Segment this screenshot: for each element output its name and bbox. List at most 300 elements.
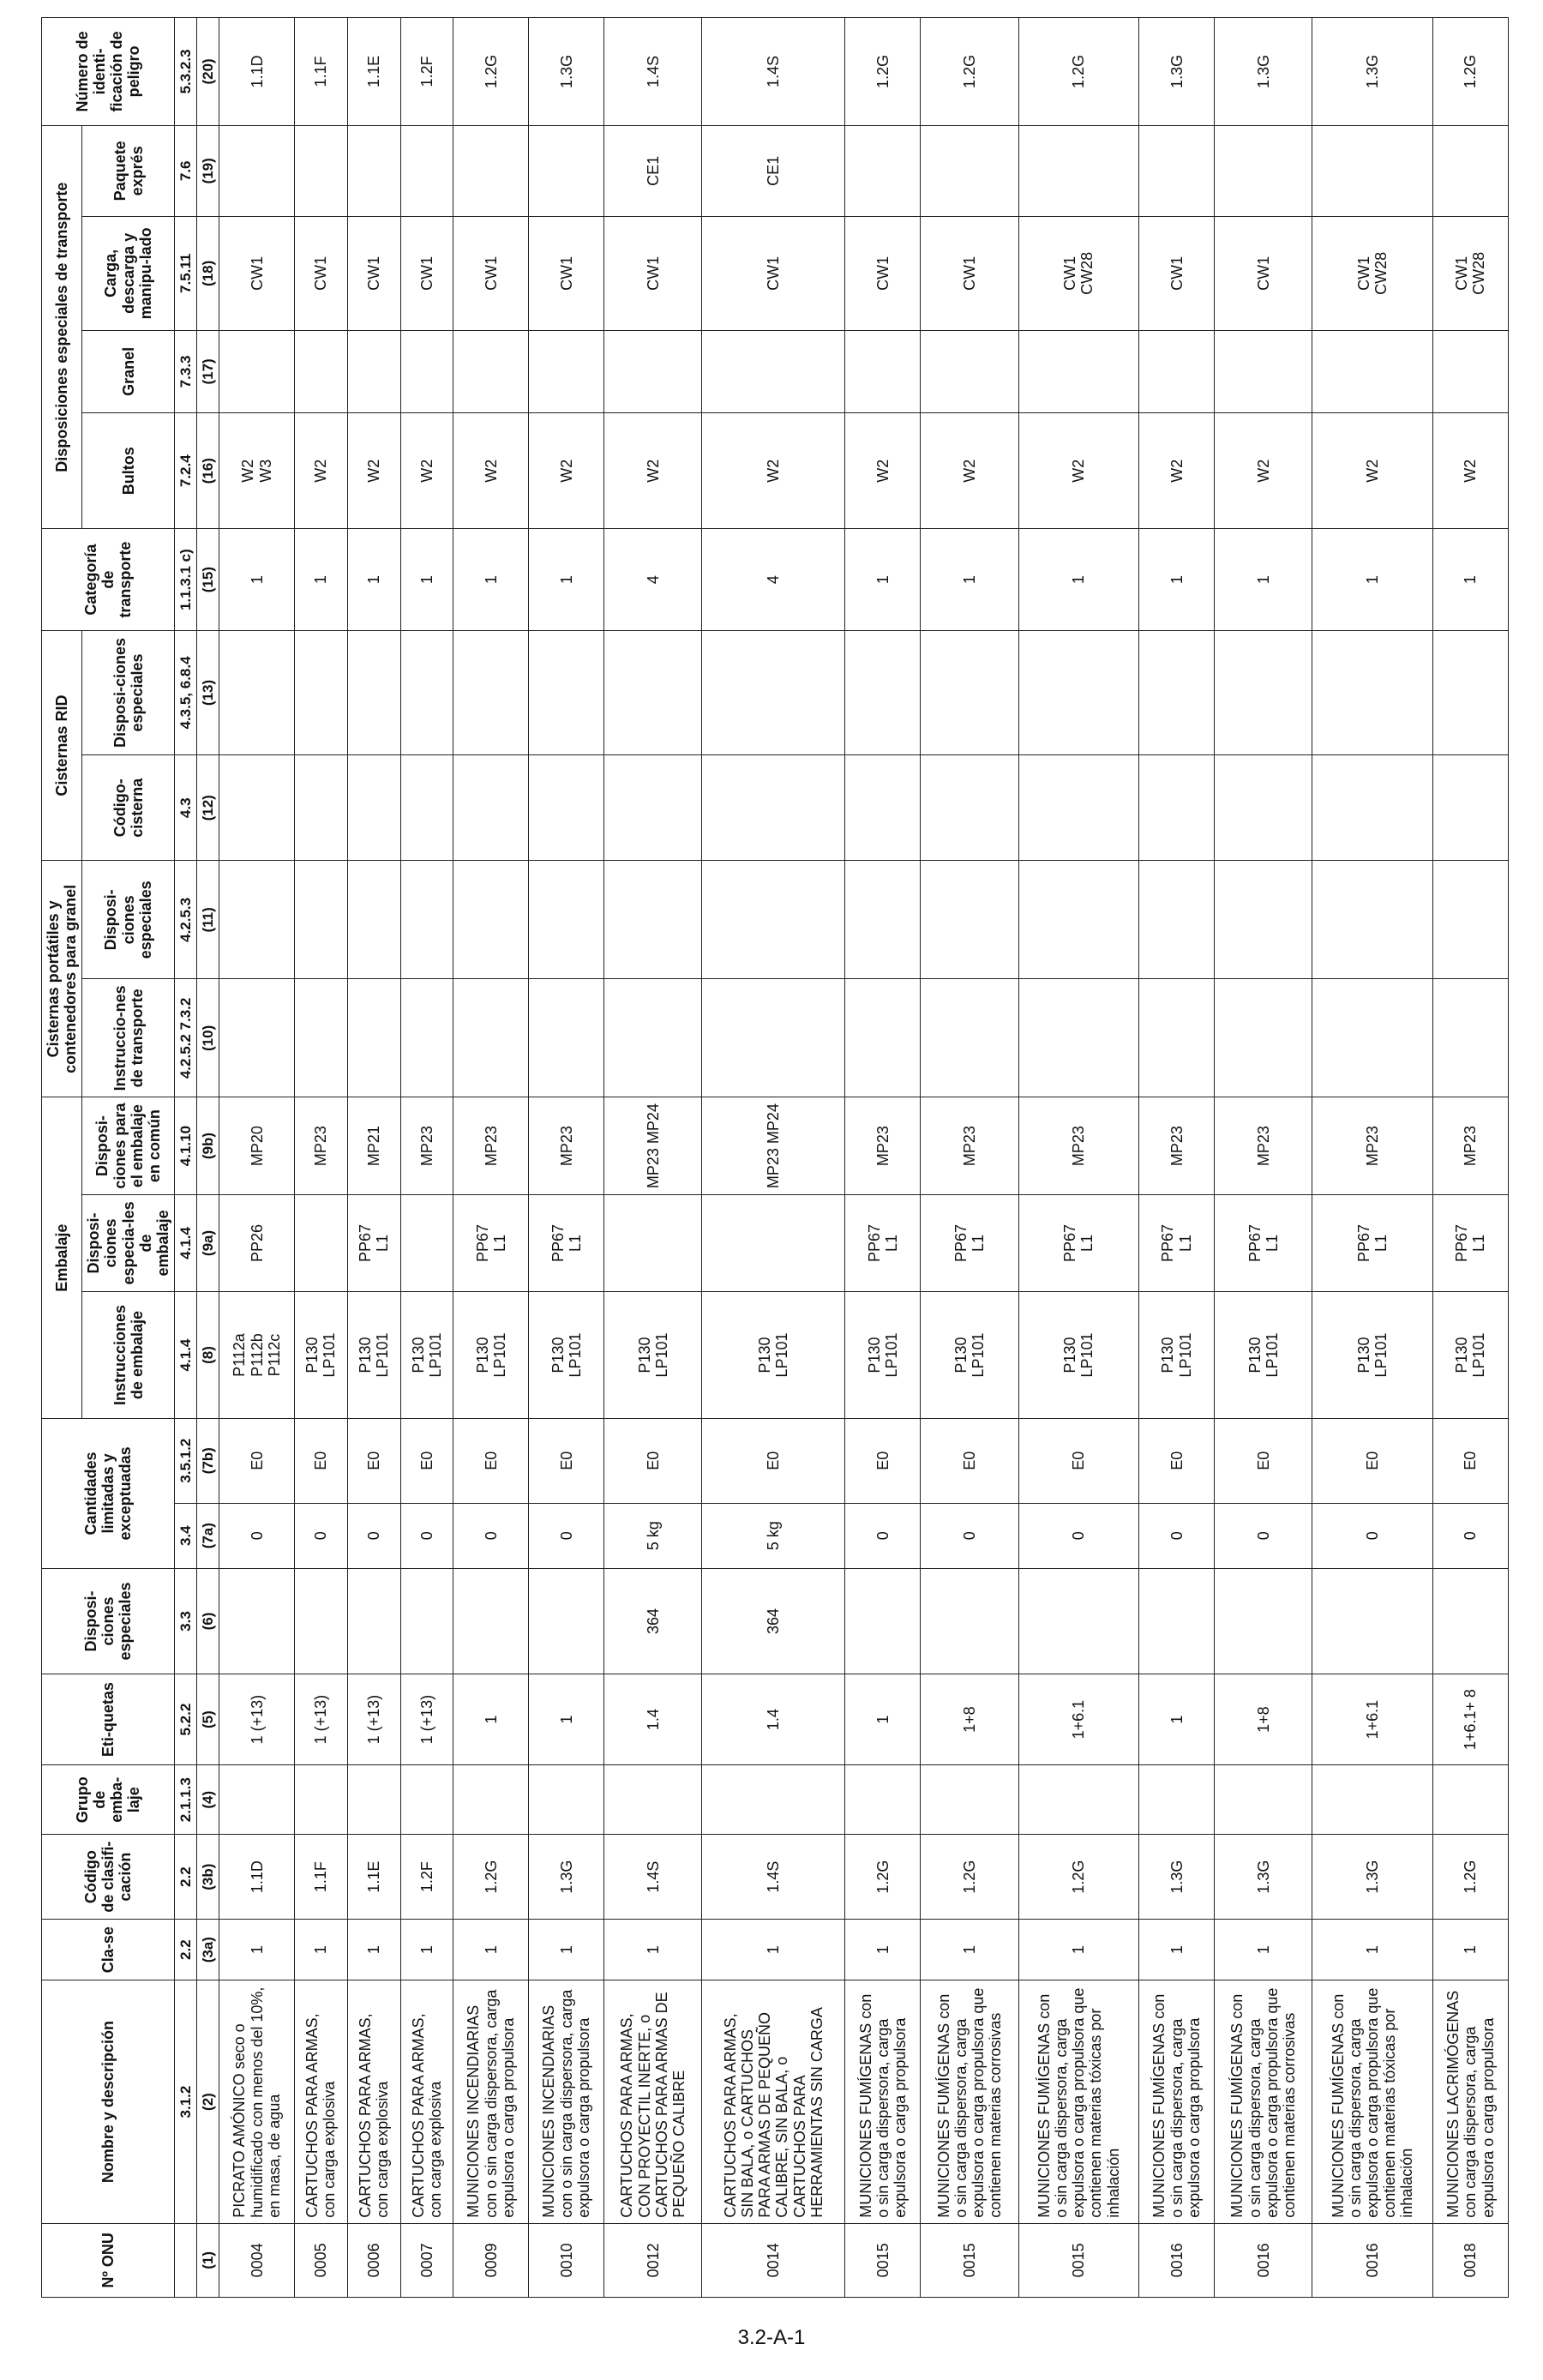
cell-special-packing (1312, 1194, 1433, 1291)
cell-hazard-id: 1.2G (1432, 18, 1508, 126)
cell-express (453, 125, 529, 216)
cell-packing-instructions (1215, 1292, 1312, 1419)
cell-class: 1 (845, 1919, 921, 1980)
cell-mixed-packing: MP23 MP24 (702, 1097, 845, 1194)
cell-line: P112b (248, 1333, 266, 1377)
cell-line: W2 (765, 459, 783, 483)
cell-line: W2 (1462, 459, 1480, 483)
cell-line: PP67 (473, 1223, 491, 1262)
cell-tank-special (845, 861, 921, 979)
cell-line: CW1 (960, 255, 978, 291)
cell-class: 1 (1432, 1919, 1508, 1980)
cell-transport-category: 1 (921, 529, 1018, 630)
cell-line: CW28 (1078, 251, 1096, 295)
cell-packing-group (529, 1765, 604, 1835)
cell-special-provisions (1215, 1568, 1312, 1674)
cell-tank-code (453, 755, 529, 861)
cell-tank-code (1018, 755, 1139, 861)
cell-excepted-qty: E0 (400, 1418, 453, 1503)
cell-special-provisions (1432, 1568, 1508, 1674)
cell-line: CW1 (248, 255, 266, 291)
cell-line: P130 (1354, 1337, 1372, 1373)
cell-classification: 1.1D (219, 1835, 295, 1920)
cell-line: PP26 (248, 1223, 266, 1262)
cell-limited-qty: 0 (400, 1503, 453, 1568)
cell-express (1312, 125, 1433, 216)
group-special-transport: Disposiciones especiales de transporte (42, 125, 82, 529)
cell-packing-instructions (453, 1292, 529, 1419)
cell-line: PP67 (1061, 1223, 1079, 1262)
cell-name: MUNICIONES FUMÍGENAS con o sin carga dispersora, carga expulsora o carga propulsora que contienen materias tóxicas por inhalación (1312, 1980, 1433, 2223)
cell-line: CW28 (1372, 251, 1390, 295)
cell-line: LP101 (490, 1332, 508, 1378)
rotated-table-container (41, 17, 1509, 2298)
cell-name: MUNICIONES INCENDIARIAS con o sin carga dispersora, carga expulsora o carga propulsora (453, 1980, 529, 2223)
cell-hazard-id: 1.2G (921, 18, 1018, 126)
cell-tank-special (702, 861, 845, 979)
cell-loading (295, 216, 348, 330)
col-packing-group: Grupo de emba-laje (42, 1765, 175, 1835)
cell-packing-instructions (1018, 1292, 1139, 1419)
ref-cell: 3.1.2 (175, 1980, 197, 2223)
cell-class: 1 (400, 1919, 453, 1980)
cell-tank-instructions (295, 979, 348, 1097)
cell-line: LP101 (882, 1332, 900, 1378)
cell-limited-qty: 0 (1139, 1503, 1215, 1568)
cell-class: 1 (1215, 1919, 1312, 1980)
cell-mixed-packing: MP21 (347, 1097, 400, 1194)
cell-bulk (295, 330, 348, 412)
cell-line: L1 (1176, 1234, 1194, 1252)
cell-packing-instructions (295, 1292, 348, 1419)
cell-line: PP67 (1354, 1223, 1372, 1262)
cell-packages (453, 412, 529, 529)
cell-packing-instructions (400, 1292, 453, 1419)
col-mixed-packing-provisions: Disposi-ciones para el embalaje en común (82, 1097, 175, 1194)
index-cell: (20) (197, 18, 219, 126)
ref-cell: 4.3 (175, 755, 197, 861)
cell-transport-category: 1 (1312, 529, 1433, 630)
cell-line: L1 (490, 1234, 508, 1252)
cell-excepted-qty: E0 (453, 1418, 529, 1503)
cell-packing-group (1018, 1765, 1139, 1835)
cell-tank-instructions (529, 979, 604, 1097)
cell-packing-group (604, 1765, 702, 1835)
col-un-number: Nº ONU (42, 2223, 175, 2297)
cell-line: P112c (265, 1333, 283, 1377)
cell-class: 1 (1312, 1919, 1433, 1980)
cell-tank-special (347, 861, 400, 979)
table-row (921, 18, 1018, 2298)
cell-line: CW1 (874, 255, 892, 291)
cell-limited-qty: 0 (529, 1503, 604, 1568)
cell-line: W2 (644, 459, 662, 483)
cell-line: LP101 (1470, 1332, 1488, 1378)
cell-packing-instructions (347, 1292, 400, 1419)
ref-cell: 4.1.4 (175, 1292, 197, 1419)
cell-name: MUNICIONES INCENDIARIAS con o sin carga dispersora, carga expulsora o carga propulsora (529, 1980, 604, 2223)
cell-packages (702, 412, 845, 529)
cell-class: 1 (295, 1919, 348, 1980)
col-tank-instructions: Instruccio-nes de transporte (82, 979, 175, 1097)
cell-special-provisions (400, 1568, 453, 1674)
cell-line: L1 (882, 1234, 900, 1252)
cell-express: CE1 (702, 125, 845, 216)
cell-class: 1 (347, 1919, 400, 1980)
col-labels: Eti-quetas (42, 1674, 175, 1765)
table-row (845, 18, 921, 2298)
cell-limited-qty: 0 (1018, 1503, 1139, 1568)
ref-cell: 5.2.2 (175, 1674, 197, 1765)
cell-class: 1 (453, 1919, 529, 1980)
cell-limited-qty: 0 (347, 1503, 400, 1568)
cell-packing-instructions (1139, 1292, 1215, 1419)
cell-hazard-id: 1.4S (702, 18, 845, 126)
cell-line: LP101 (566, 1332, 584, 1378)
cell-special-provisions: 364 (702, 1568, 845, 1674)
index-cell: (19) (197, 125, 219, 216)
cell-rid-special (1139, 630, 1215, 754)
cell-mixed-packing: MP23 (1432, 1097, 1508, 1194)
cell-special-provisions (1018, 1568, 1139, 1674)
col-special-provisions: Disposi-ciones especiales (42, 1568, 175, 1674)
cell-labels: 1+8 (921, 1674, 1018, 1765)
table-row (347, 18, 400, 2298)
cell-line: W2 (239, 459, 257, 483)
cell-mixed-packing: MP23 (845, 1097, 921, 1194)
cell-packing-group (1139, 1765, 1215, 1835)
cell-line: P130 (303, 1337, 321, 1373)
ref-cell: 1.1.3.1 c) (175, 529, 197, 630)
col-packages: Bultos (82, 412, 175, 529)
cell-special-provisions (295, 1568, 348, 1674)
cell-packing-group (702, 1765, 845, 1835)
table-body (219, 18, 1509, 2298)
cell-tank-instructions (347, 979, 400, 1097)
cell-line: L1 (969, 1234, 987, 1252)
cell-loading (921, 216, 1018, 330)
col-express: Paquete exprés (82, 125, 175, 216)
cell-loading (347, 216, 400, 330)
cell-limited-qty: 0 (453, 1503, 529, 1568)
cell-tank-instructions (845, 979, 921, 1097)
cell-tank-instructions (1139, 979, 1215, 1097)
cell-hazard-id: 1.3G (1215, 18, 1312, 126)
cell-line: L1 (1470, 1234, 1488, 1252)
cell-line: L1 (1263, 1234, 1281, 1252)
cell-line: L1 (1372, 1234, 1390, 1252)
cell-line: PP67 (549, 1223, 567, 1262)
cell-line: PP67 (1159, 1223, 1177, 1262)
index-cell: (9b) (197, 1097, 219, 1194)
cell-tank-code (295, 755, 348, 861)
cell-hazard-id: 1.2G (845, 18, 921, 126)
cell-loading (1312, 216, 1433, 330)
table-row (453, 18, 529, 2298)
cell-line: CW28 (1470, 251, 1488, 295)
cell-transport-category: 4 (702, 529, 845, 630)
cell-bulk (1018, 330, 1139, 412)
cell-class: 1 (1139, 1919, 1215, 1980)
cell-excepted-qty: E0 (845, 1418, 921, 1503)
cell-rid-special (702, 630, 845, 754)
index-cell: (6) (197, 1568, 219, 1674)
cell-line: W2 (1254, 459, 1272, 483)
cell-un-number: 0016 (1312, 2223, 1433, 2297)
cell-transport-category: 1 (845, 529, 921, 630)
cell-un-number: 0015 (1018, 2223, 1139, 2297)
cell-packages (1139, 412, 1215, 529)
cell-line: P130 (1159, 1337, 1177, 1373)
cell-line: CW1 (417, 255, 435, 291)
cell-limited-qty: 0 (295, 1503, 348, 1568)
cell-bulk (400, 330, 453, 412)
cell-excepted-qty: E0 (1139, 1418, 1215, 1503)
cell-bulk (1432, 330, 1508, 412)
cell-special-packing (400, 1194, 453, 1291)
cell-line: W2 (312, 459, 330, 483)
cell-classification: 1.3G (529, 1835, 604, 1920)
col-packing-instructions: Instrucciones de embalaje (82, 1292, 175, 1419)
cell-packages (1215, 412, 1312, 529)
cell-packing-instructions (604, 1292, 702, 1419)
cell-tank-special (529, 861, 604, 979)
cell-mixed-packing: MP23 (295, 1097, 348, 1194)
cell-bulk (845, 330, 921, 412)
cell-labels: 1+8 (1215, 1674, 1312, 1765)
cell-loading (219, 216, 295, 330)
index-cell: (1) (197, 2223, 219, 2297)
cell-labels: 1.4 (702, 1674, 845, 1765)
col-limited-quantities: Cantidades limitadas y exceptuadas (42, 1418, 175, 1568)
cell-classification: 1.3G (1215, 1835, 1312, 1920)
cell-special-provisions (453, 1568, 529, 1674)
cell-rid-special (1432, 630, 1508, 754)
ref-cell: 4.2.5.3 (175, 861, 197, 979)
cell-classification: 1.2G (1432, 1835, 1508, 1920)
cell-transport-category: 1 (400, 529, 453, 630)
cell-line: LP101 (1372, 1332, 1390, 1378)
cell-packing-group (295, 1765, 348, 1835)
cell-classification: 1.2F (400, 1835, 453, 1920)
index-cell: (3b) (197, 1835, 219, 1920)
cell-hazard-id: 1.1D (219, 18, 295, 126)
cell-line: CW1 (557, 255, 575, 291)
ref-cell: 2.2 (175, 1919, 197, 1980)
cell-labels: 1 (+13) (295, 1674, 348, 1765)
cell-line: L1 (374, 1234, 392, 1252)
cell-packing-group (845, 1765, 921, 1835)
cell-line: W2 (1364, 459, 1382, 483)
cell-loading (1139, 216, 1215, 330)
cell-special-packing (1215, 1194, 1312, 1291)
group-rid-tanks: Cisternas RID (42, 630, 82, 861)
cell-hazard-id: 1.3G (1312, 18, 1433, 126)
group-packaging: Embalaje (42, 1097, 82, 1419)
cell-line: P130 (1453, 1337, 1471, 1373)
col-rid-special-provisions: Disposi-ciones especiales (82, 630, 175, 754)
cell-line: P130 (635, 1337, 653, 1373)
cell-bulk (453, 330, 529, 412)
cell-name: CARTUCHOS PARA ARMAS, SIN BALA, o CARTUCHOS PARA ARMAS DE PEQUEÑO CALIBRE, SIN BALA, o CARTUCHOS PARA HERRAMIENTAS SIN CARGA (702, 1980, 845, 2223)
cell-rid-special (1215, 630, 1312, 754)
cell-hazard-id: 1.2F (400, 18, 453, 126)
ref-cell: 7.2.4 (175, 412, 197, 529)
cell-classification: 1.4S (702, 1835, 845, 1920)
cell-excepted-qty: E0 (295, 1418, 348, 1503)
cell-line: LP101 (969, 1332, 987, 1378)
cell-packages (1312, 412, 1433, 529)
ref-cell: 7.6 (175, 125, 197, 216)
cell-un-number: 0006 (347, 2223, 400, 2297)
cell-transport-category: 1 (347, 529, 400, 630)
cell-tank-code (1215, 755, 1312, 861)
cell-name: CARTUCHOS PARA ARMAS, con carga explosiva (347, 1980, 400, 2223)
col-name: Nombre y descripción (42, 1980, 175, 2223)
cell-packing-group (1312, 1765, 1433, 1835)
cell-tank-special (1018, 861, 1139, 979)
cell-special-packing (1139, 1194, 1215, 1291)
cell-name: MUNICIONES FUMÍGENAS con o sin carga dispersora, carga expulsora o carga propulsora que contienen materias tóxicas por inhalación (1018, 1980, 1139, 2223)
cell-bulk (219, 330, 295, 412)
cell-packing-instructions (702, 1292, 845, 1419)
ref-cell: 5.3.2.3 (175, 18, 197, 126)
cell-tank-special (1139, 861, 1215, 979)
cell-special-packing (295, 1194, 348, 1291)
col-classification: Código de clasifi-cación (42, 1835, 175, 1920)
cell-bulk (921, 330, 1018, 412)
cell-hazard-id: 1.2G (453, 18, 529, 126)
cell-packages (400, 412, 453, 529)
cell-rid-special (453, 630, 529, 754)
cell-packages (921, 412, 1018, 529)
cell-packing-instructions (529, 1292, 604, 1419)
cell-special-packing (921, 1194, 1018, 1291)
cell-mixed-packing: MP23 (1215, 1097, 1312, 1194)
cell-special-packing (453, 1194, 529, 1291)
cell-un-number: 0016 (1139, 2223, 1215, 2297)
cell-rid-special (845, 630, 921, 754)
cell-express (921, 125, 1018, 216)
cell-line: CW1 (765, 255, 783, 291)
cell-classification: 1.1F (295, 1835, 348, 1920)
col-transport-category: Categoría de transporte (42, 529, 175, 630)
cell-line: CW1 (1061, 255, 1079, 291)
cell-tank-special (295, 861, 348, 979)
cell-packing-group (453, 1765, 529, 1835)
cell-line: CW1 (1453, 255, 1471, 291)
cell-labels: 1 (+13) (219, 1674, 295, 1765)
cell-labels: 1 (+13) (400, 1674, 453, 1765)
cell-rid-special (1312, 630, 1433, 754)
cell-line: CW1 (1168, 255, 1186, 291)
cell-special-provisions (347, 1568, 400, 1674)
cell-tank-instructions (400, 979, 453, 1097)
cell-tank-special (1215, 861, 1312, 979)
cell-classification: 1.2G (453, 1835, 529, 1920)
cell-packing-group (219, 1765, 295, 1835)
cell-classification: 1.4S (604, 1835, 702, 1920)
table-row (702, 18, 845, 2298)
cell-line: W2 (960, 459, 978, 483)
col-class: Cla-se (42, 1919, 175, 1980)
ref-cell: 4.1.10 (175, 1097, 197, 1194)
table-row (1432, 18, 1508, 2298)
cell-packing-group (1215, 1765, 1312, 1835)
index-cell: (3a) (197, 1919, 219, 1980)
cell-excepted-qty: E0 (1018, 1418, 1139, 1503)
cell-class: 1 (702, 1919, 845, 1980)
cell-mixed-packing: MP23 (453, 1097, 529, 1194)
cell-loading (604, 216, 702, 330)
col-hazard-id: Número de identi-ficación de peligro (42, 18, 175, 126)
cell-line: W2 (557, 459, 575, 483)
cell-special-packing (604, 1194, 702, 1291)
col-tank-special-provisions: Disposi-ciones especiales (82, 861, 175, 979)
cell-packing-instructions (845, 1292, 921, 1419)
cell-packing-group (400, 1765, 453, 1835)
index-cell: (18) (197, 216, 219, 330)
cell-classification: 1.1E (347, 1835, 400, 1920)
cell-line: CW1 (482, 255, 500, 291)
cell-name: PICRATO AMÓNICO seco o humidificado con menos del 10%, en masa, de agua (219, 1980, 295, 2223)
cell-excepted-qty: E0 (1432, 1418, 1508, 1503)
cell-name: MUNICIONES LACRIMÓGENAS con carga dispersora, carga expulsora o carga propulsora (1432, 1980, 1508, 2223)
ref-cell: 7.5.11 (175, 216, 197, 330)
cell-limited-qty: 0 (921, 1503, 1018, 1568)
cell-labels: 1+6.1 (1018, 1674, 1139, 1765)
cell-rid-special (921, 630, 1018, 754)
cell-name: CARTUCHOS PARA ARMAS, con carga explosiva (295, 1980, 348, 2223)
cell-line: LP101 (1263, 1332, 1281, 1378)
cell-rid-special (400, 630, 453, 754)
table-row (219, 18, 295, 2298)
cell-tank-code (529, 755, 604, 861)
ref-cell: 3.5.1.2 (175, 1418, 197, 1503)
index-cell: (16) (197, 412, 219, 529)
ref-cell: 4.3.5, 6.8.4 (175, 630, 197, 754)
cell-rid-special (295, 630, 348, 754)
cell-special-packing (219, 1194, 295, 1291)
cell-tank-instructions (1018, 979, 1139, 1097)
cell-tank-special (219, 861, 295, 979)
cell-line: P130 (756, 1337, 774, 1373)
cell-rid-special (347, 630, 400, 754)
cell-special-packing (702, 1194, 845, 1291)
cell-name: MUNICIONES FUMÍGENAS con o sin carga dispersora, carga expulsora o carga propulsora que contienen materias corrosivas (921, 1980, 1018, 2223)
cell-bulk (1312, 330, 1433, 412)
cell-excepted-qty: E0 (604, 1418, 702, 1503)
cell-tank-code (347, 755, 400, 861)
cell-special-provisions (1139, 1568, 1215, 1674)
cell-un-number: 0004 (219, 2223, 295, 2297)
ref-cell: 2.1.1.3 (175, 1765, 197, 1835)
cell-transport-category: 1 (529, 529, 604, 630)
cell-limited-qty: 0 (1215, 1503, 1312, 1568)
group-portable-tanks: Cisternas portátiles y contenedores para granel (42, 861, 82, 1097)
cell-loading (1215, 216, 1312, 330)
cell-rid-special (604, 630, 702, 754)
cell-un-number: 0012 (604, 2223, 702, 2297)
cell-line: P130 (1061, 1337, 1079, 1373)
cell-class: 1 (219, 1919, 295, 1980)
cell-special-provisions (529, 1568, 604, 1674)
index-cell: (10) (197, 979, 219, 1097)
cell-transport-category: 1 (1018, 529, 1139, 630)
cell-transport-category: 1 (1432, 529, 1508, 630)
cell-line: CW1 (1354, 255, 1372, 291)
ref-cell: 7.3.3 (175, 330, 197, 412)
